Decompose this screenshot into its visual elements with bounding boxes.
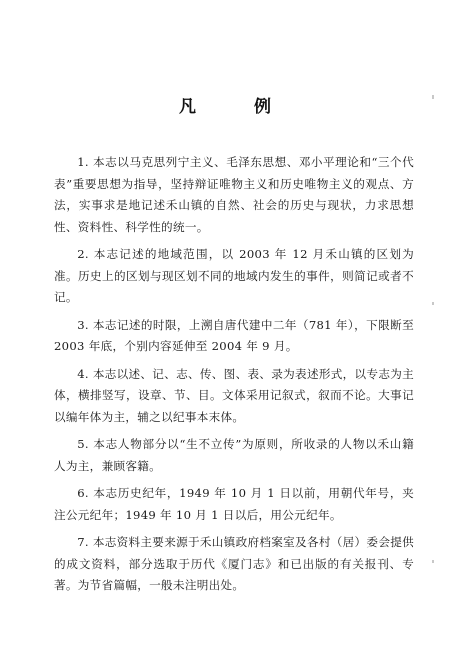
document-body [54,152,414,603]
paragraph-3: 3. 本志记述的时限，上溯自唐代建中二年（781 年），下限断至 2003 年底，个别内容延伸至 2004 年 9 月。 [54,317,414,353]
page-title: 凡 例 [179,97,297,117]
scan-artifact [432,560,434,563]
paragraph-1: 1. 本志以马克思列宁主义、毛泽东思想、邓小平理论和“三个代表”重要思想为指导，坚持辩证唯物主义和历史唯物主义的观点、方法，实事求是地记述禾山镇的自然、社会的历史与现状，力求思想性、资料性、科学性的统一。 [54,155,414,234]
paragraph-5: 5. 本志人物部分以“生不立传”为原则，所收录的人物以禾山籍人为主，兼顾客籍。 [54,437,414,473]
paragraph-2: 2. 本志记述的地域范围，以 2003 年 12 月禾山镇的区划为准。历史上的区划与现区划不同的地域内发生的事件，则简记或者不记。 [54,247,414,304]
scan-artifact [432,302,434,305]
paragraph-4: 4. 本志以述、记、志、传、图、表、录为表述形式，以专志为主体，横排竖写，设章、节、目。文体采用记叙式，叙而不论。大事记以编年体为主，辅之以纪事本末体。 [54,366,414,424]
paragraph-6: 6. 本志历史纪年，1949 年 10 月 1 日以前，用朝代年号，夹注公元纪年；1949 年 10 月 1 日以后，用公元纪年。 [54,486,414,522]
paragraph-7: 7. 本志资料主要来源于禾山镇政府档案室及各村（居）委会提供的成文资料，部分选取于历代《厦门志》和已出版的有关报刊、专著。为节省篇幅，一般未注明出处。 [54,535,414,592]
